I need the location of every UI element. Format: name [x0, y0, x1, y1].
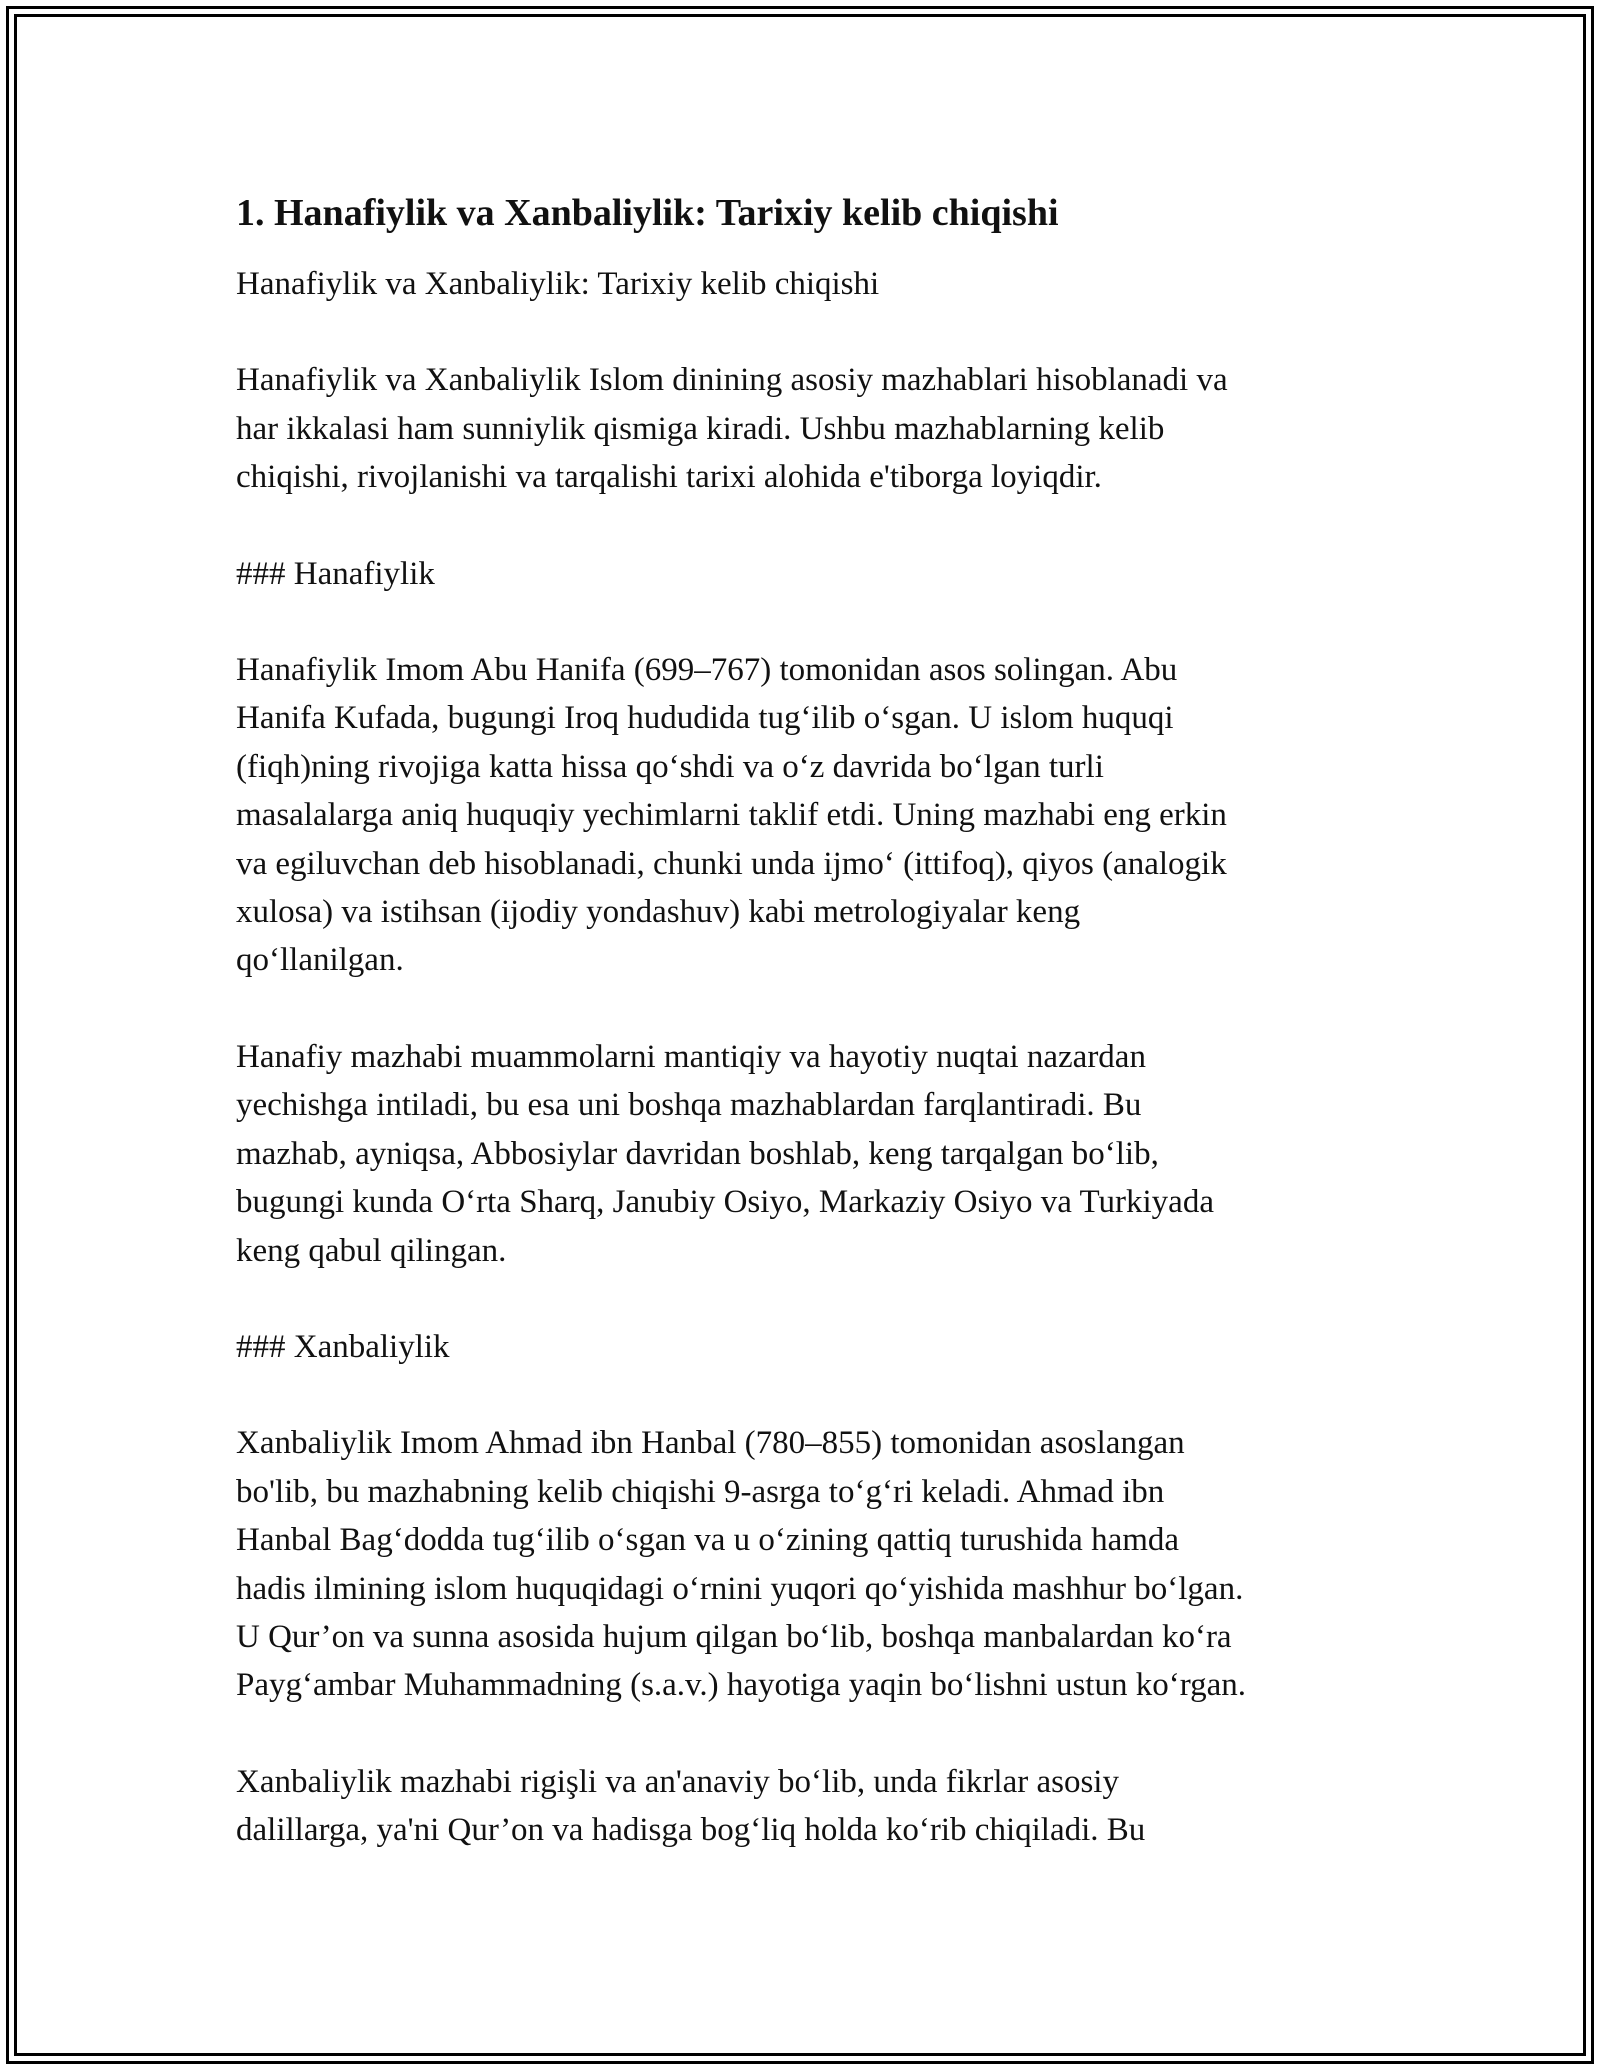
- text-line: (fiqh)ning rivojiga katta hissa qo‘shdi va o‘z davrida bo‘lgan turli: [236, 748, 1104, 785]
- paragraph-hanafiylik-1: [236, 646, 1376, 985]
- document-body: [236, 186, 1376, 1903]
- paragraph-xanbaliylik-1: [236, 1419, 1376, 1709]
- section-heading-xanbaliylik: [236, 1323, 1376, 1371]
- text-line: Hanafiylik Imom Abu Hanifa (699–767) tomonidan asos solingan. Abu: [236, 652, 1178, 689]
- text-line: yechishga intiladi, bu esa uni boshqa mazhablardan farqlantiradi. Bu: [236, 1087, 1142, 1124]
- text-line: Hanifa Kufada, bugungi Iroq hududida tug‘ilib o‘sgan. U islom huquqi: [236, 700, 1174, 737]
- text-line: xulosa) va istihsan (ijodiy yondashuv) kabi metrologiyalar keng: [236, 894, 1081, 931]
- paragraph-hanafiylik-2: [236, 1033, 1376, 1275]
- text-line: Hanafiylik va Xanbaliylik Islom dinining asosiy mazhablari hisoblanadi va: [236, 362, 1228, 399]
- text-line: Payg‘ambar Muhammadning (s.a.v.) hayotiga yaqin bo‘lishni ustun ko‘rgan.: [236, 1667, 1246, 1704]
- paragraph-intro: [236, 356, 1376, 501]
- paragraph-xanbaliylik-2: [236, 1758, 1376, 1855]
- text-line: qo‘llanilgan.: [236, 942, 404, 979]
- text-line: keng qabul qilingan.: [236, 1232, 507, 1269]
- text-line: mazhab, ayniqsa, Abbosiylar davridan boshlab, keng tarqalgan bo‘lib,: [236, 1135, 1159, 1172]
- paragraph-subtitle: [236, 260, 1376, 308]
- text-line: hadis ilmining islom huquqidagi o‘rnini yuqori qo‘yishida mashhur bo‘lgan.: [236, 1570, 1244, 1607]
- text-line: dalillarga, ya'ni Qur’on va hadisga bog‘liq holda ko‘rib chiqiladi. Bu: [236, 1812, 1146, 1849]
- text-line: chiqishi, rivojlanishi va tarqalishi tarixi alohida e'tiborga loyiqdir.: [236, 459, 1102, 496]
- text-line: Hanafiylik va Xanbaliylik: Tarixiy kelib chiqishi: [236, 266, 880, 302]
- text-line: bo'lib, bu mazhabning kelib chiqishi 9-asrga to‘g‘ri keladi. Ahmad ibn: [236, 1473, 1165, 1510]
- text-line: Hanbal Bag‘dodda tug‘ilib o‘sgan va u o‘zining qattiq turushida hamda: [236, 1522, 1180, 1559]
- section-heading-hanafiylik: [236, 550, 1376, 598]
- text-line: U Qur’on va sunna asosida hujum qilgan bo‘lib, boshqa manbalardan ko‘ra: [236, 1618, 1232, 1655]
- text-line: Hanafiy mazhabi muammolarni mantiqiy va hayotiy nuqtai nazardan: [236, 1038, 1146, 1075]
- text-line: har ikkalasi ham sunniylik qismiga kiradi. Ushbu mazhablarning kelib: [236, 410, 1165, 447]
- text-line: va egiluvchan deb hisoblanadi, chunki unda ijmo‘ (ittifoq), qiyos (analogik: [236, 845, 1227, 882]
- text-line: Xanbaliylik Imom Ahmad ibn Hanbal (780–855) tomonidan asoslangan: [236, 1425, 1185, 1462]
- text-line: ### Xanbaliylik: [236, 1328, 450, 1365]
- text-line: Xanbaliylik mazhabi rigişli va an'anaviy bo‘lib, unda fikrlar asosiy: [236, 1763, 1119, 1800]
- document-title: 1. Hanafiylik va Xanbaliylik: Tarixiy kelib chiqishi: [236, 192, 1059, 234]
- text-line: masalalarga aniq huquqiy yechimlarni taklif etdi. Uning mazhabi eng erkin: [236, 797, 1227, 834]
- text-line: ### Hanafiylik: [236, 555, 435, 592]
- text-line: bugungi kunda O‘rta Sharq, Janubiy Osiyo, Markaziy Osiyo va Turkiyada: [236, 1184, 1214, 1221]
